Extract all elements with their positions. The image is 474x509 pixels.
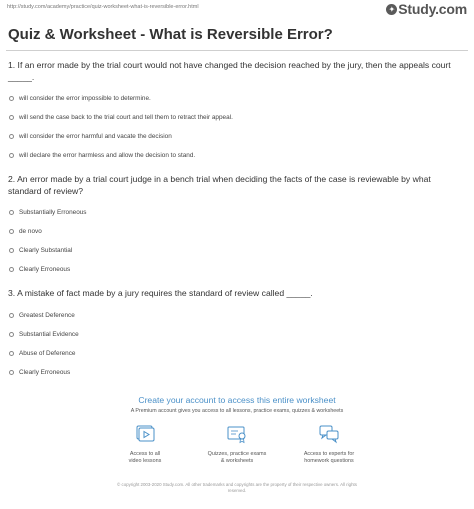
page-title: Quiz & Worksheet - What is Reversible Error? bbox=[8, 26, 333, 43]
answer-label: will send the case back to the trial court and tell them to retract their appeal. bbox=[19, 114, 233, 121]
radio-icon[interactable] bbox=[9, 267, 14, 272]
answer-label: Greatest Deference bbox=[19, 311, 75, 319]
answer-options bbox=[9, 203, 474, 279]
footer-line: reserved. bbox=[227, 488, 247, 493]
question-text: 1. If an error made by the trial court would not have changed the decision reached by the jury, then the appeals court _____. bbox=[8, 60, 451, 82]
radio-icon[interactable] bbox=[9, 96, 14, 101]
answer-options bbox=[9, 306, 474, 382]
question-text: 3. A mistake of fact made by a jury requires the standard of review called _____. bbox=[8, 288, 313, 298]
answer-option[interactable] bbox=[9, 363, 474, 382]
radio-icon[interactable] bbox=[9, 115, 14, 120]
feature-experts bbox=[283, 424, 375, 465]
radio-icon[interactable] bbox=[9, 134, 14, 139]
video-play-icon bbox=[134, 424, 156, 444]
feature-quizzes bbox=[191, 424, 283, 465]
answer-option[interactable] bbox=[9, 260, 474, 279]
feature-line: Access to all bbox=[129, 450, 161, 457]
answer-options bbox=[9, 89, 474, 165]
study-logo-icon: ✦ bbox=[386, 4, 397, 15]
logo-text: Study.com bbox=[398, 1, 467, 17]
answer-label: will consider the error impossible to determine. bbox=[19, 95, 151, 102]
question-1 bbox=[0, 60, 474, 165]
title-divider bbox=[6, 50, 468, 51]
feature-line: & worksheets bbox=[220, 457, 254, 464]
radio-icon[interactable] bbox=[9, 370, 14, 375]
radio-icon[interactable] bbox=[9, 313, 14, 318]
answer-option[interactable] bbox=[9, 127, 474, 146]
answer-label: Substantially Erroneous bbox=[19, 209, 87, 216]
answer-option[interactable] bbox=[9, 89, 474, 108]
answer-label: Substantial Evidence bbox=[19, 330, 79, 338]
radio-icon[interactable] bbox=[9, 332, 14, 337]
cta-title-link[interactable]: Create your account to access this entire worksheet bbox=[138, 394, 336, 405]
answer-option[interactable] bbox=[9, 306, 474, 325]
answer-option[interactable] bbox=[9, 146, 474, 165]
answer-label: Abuse of Deference bbox=[19, 349, 76, 357]
answer-label: Clearly Substantial bbox=[19, 247, 73, 254]
answer-option[interactable] bbox=[9, 108, 474, 127]
premium-cta bbox=[0, 395, 474, 465]
certificate-icon bbox=[226, 424, 248, 444]
feature-list bbox=[0, 424, 474, 465]
radio-icon[interactable] bbox=[9, 210, 14, 215]
answer-option[interactable] bbox=[9, 241, 474, 260]
answer-label: de novo bbox=[19, 228, 42, 235]
question-text: 2. An error made by a trial court judge in a bench trial when deciding the facts of the case is reviewable by what standard of review? bbox=[8, 174, 431, 196]
answer-label: Clearly Erroneous bbox=[19, 368, 71, 376]
copyright-footer bbox=[0, 482, 474, 494]
radio-icon[interactable] bbox=[9, 229, 14, 234]
feature-line: Access to experts for bbox=[303, 450, 355, 457]
page-url[interactable]: http://study.com/academy/practice/quiz-worksheet-what-is-reversible-error.html bbox=[7, 4, 199, 10]
feature-line: Quizzes, practice exams bbox=[207, 450, 267, 457]
question-2 bbox=[0, 174, 474, 279]
feature-line: homework questions bbox=[304, 457, 354, 464]
answer-option[interactable] bbox=[9, 222, 474, 241]
radio-icon[interactable] bbox=[9, 153, 14, 158]
answer-option[interactable] bbox=[9, 325, 474, 344]
answer-label: will consider the error harmful and vacate the decision bbox=[19, 133, 172, 140]
cta-subtitle: A Premium account gives you access to all lessons, practice exams, quizzes & worksheets bbox=[130, 407, 344, 414]
radio-icon[interactable] bbox=[9, 351, 14, 356]
top-bar bbox=[0, 0, 474, 18]
study-logo[interactable] bbox=[386, 1, 467, 17]
feature-video-lessons bbox=[99, 424, 191, 465]
chat-bubbles-icon bbox=[318, 424, 340, 444]
question-3 bbox=[0, 288, 474, 382]
answer-label: Clearly Erroneous bbox=[19, 266, 71, 273]
footer-line: © copyright 2003-2020 Study.com. All other trademarks and copyrights are the property of their respective owners. All rights bbox=[117, 482, 357, 487]
feature-line: video lessons bbox=[128, 457, 162, 464]
answer-option[interactable] bbox=[9, 203, 474, 222]
answer-label: will declare the error harmless and allow the decision to stand. bbox=[19, 152, 196, 159]
radio-icon[interactable] bbox=[9, 248, 14, 253]
answer-option[interactable] bbox=[9, 344, 474, 363]
